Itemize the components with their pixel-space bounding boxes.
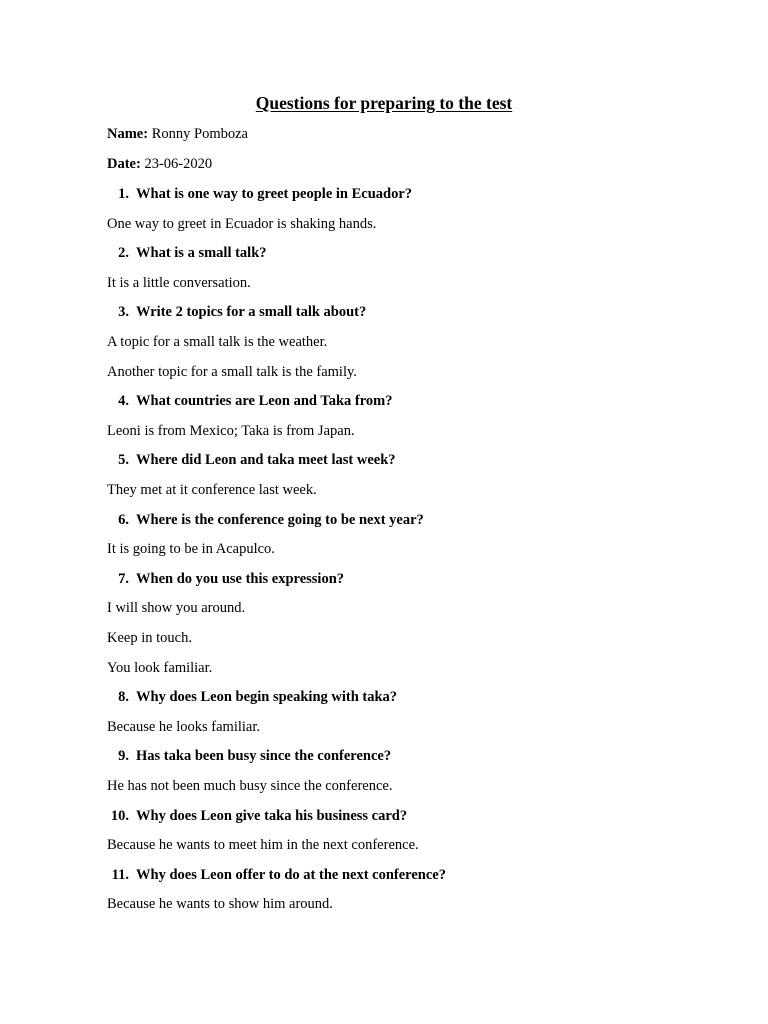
question-number: 2.: [118, 245, 129, 261]
question-number: 10.: [110, 808, 129, 824]
question-text: Where did Leon and taka meet last week?: [136, 452, 396, 468]
answer-line: Because he wants to meet him in the next conference.: [107, 837, 419, 853]
answer-line: They met at it conference last week.: [107, 482, 317, 498]
question-number: 1.: [118, 186, 129, 202]
question-2: [84, 244, 267, 262]
date-value: 23-06-2020: [144, 156, 213, 172]
question-number: 11.: [111, 867, 129, 883]
question-text: What countries are Leon and Taka from?: [136, 393, 393, 409]
question-text: Where is the conference going to be next year?: [136, 512, 424, 528]
name-value: Ronny Pomboza: [151, 126, 248, 142]
question-text: What is a small talk?: [136, 245, 267, 261]
answer-line: One way to greet in Ecuador is shaking hands.: [107, 216, 377, 232]
question-10: [84, 807, 407, 825]
answer-line: Another topic for a small talk is the family.: [107, 364, 357, 380]
answer-line: It is a little conversation.: [107, 275, 251, 291]
question-text: Why does Leon give taka his business card?: [136, 808, 408, 824]
question-7: [84, 570, 344, 588]
answer-line: You look familiar.: [107, 660, 213, 676]
answer-line: A topic for a small talk is the weather.: [107, 334, 328, 350]
date-label: Date:: [107, 156, 141, 172]
question-3: [84, 303, 366, 321]
question-text: Why does Leon begin speaking with taka?: [136, 689, 398, 705]
answer-line: It is going to be in Acapulco.: [107, 541, 275, 557]
question-text: What is one way to greet people in Ecuador?: [136, 186, 413, 202]
question-11: [84, 866, 446, 884]
question-number: 5.: [118, 452, 129, 468]
question-number: 4.: [118, 393, 129, 409]
name-label: Name:: [107, 126, 149, 142]
answer-line: Because he looks familiar.: [107, 719, 261, 735]
question-text: When do you use this expression?: [136, 571, 345, 587]
date-line: [107, 155, 212, 173]
question-1: [84, 185, 412, 203]
question-8: [84, 688, 397, 706]
question-text: Why does Leon offer to do at the next conference?: [136, 867, 446, 883]
name-line: [107, 125, 248, 143]
answer-line: I will show you around.: [107, 600, 246, 616]
question-text: Has taka been busy since the conference?: [136, 748, 392, 764]
answer-line: Because he wants to show him around.: [107, 896, 333, 912]
document-title: Questions for preparing to the test: [255, 93, 513, 113]
question-number: 7.: [118, 571, 129, 587]
question-6: [84, 511, 424, 529]
question-number: 9.: [118, 748, 129, 764]
question-text: Write 2 topics for a small talk about?: [136, 304, 367, 320]
question-number: 3.: [118, 304, 129, 320]
answer-line: Keep in touch.: [107, 630, 192, 646]
question-number: 8.: [118, 689, 129, 705]
answer-line: Leoni is from Mexico; Taka is from Japan.: [107, 423, 355, 439]
question-9: [84, 747, 391, 765]
question-number: 6.: [118, 512, 129, 528]
question-4: [84, 392, 392, 410]
question-5: [84, 451, 396, 469]
answer-line: He has not been much busy since the conference.: [107, 778, 393, 794]
